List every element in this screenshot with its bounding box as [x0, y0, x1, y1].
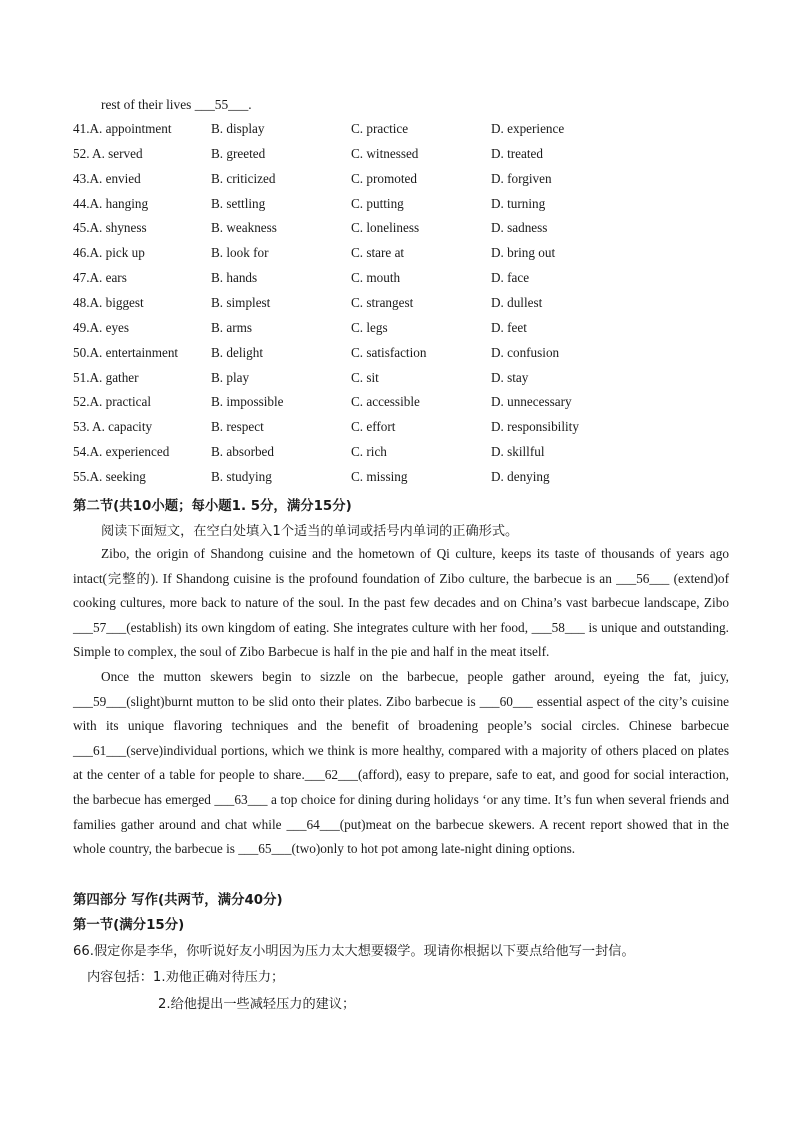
option-choice: C. sit — [351, 369, 379, 385]
option-choice: 52.A. practical — [73, 394, 151, 410]
option-choice: D. turning — [491, 195, 546, 211]
option-choice: B. weakness — [211, 220, 277, 236]
content-requirement-2: 2.给他提出一些减轻压力的建议； — [158, 997, 356, 1012]
option-choice: B. arms — [211, 319, 253, 335]
passage-end-line: rest of their lives ___55___. — [101, 97, 252, 112]
section2-instruction: 阅读下面短文，在空白处填入1个适当的单词或括号内单词的正确形式。 — [101, 524, 519, 539]
option-choice: C. stare at — [351, 245, 405, 261]
option-choice: B. greeted — [211, 145, 266, 161]
option-choice: 46.A. pick up — [73, 245, 145, 261]
option-row — [73, 146, 733, 166]
option-choice: C. rich — [351, 444, 387, 460]
option-choice: D. dullest — [491, 294, 543, 310]
option-choice: D. feet — [491, 319, 527, 335]
option-row — [73, 270, 733, 290]
option-choice: B. display — [211, 121, 265, 136]
option-row — [73, 171, 733, 191]
option-row — [73, 220, 733, 240]
option-row — [73, 121, 733, 141]
option-row — [73, 345, 733, 365]
option-choice: C. satisfaction — [351, 344, 427, 360]
option-choice: 41.A. appointment — [73, 121, 172, 136]
passage-paragraph-1: Zibo, the origin of Shandong cuisine and the hometown of Qi culture, keeps its taste of thousands of years ago intact(完整的). If Shandong cuisine is the profound foundation of Zibo culture, the barbecue is an ___56___ (extend)of cooking cultures, more back to nature of the soul. In the past few decades and on China’s vast barbecue landscape, Zibo ___57___(establish) its own kingdom of eating. She integrates culture with her food, ___58___ is unique and outstanding. Simple to complex, the soul of Zibo Barbecue is half in the pie and half in the meat itself. — [73, 546, 729, 660]
option-choice: 44.A. hanging — [73, 195, 149, 211]
option-choice: D. stay — [491, 369, 529, 385]
option-choice: 54.A. experienced — [73, 444, 170, 460]
option-choice: C. accessible — [351, 394, 420, 410]
option-choice: B. delight — [211, 344, 264, 360]
section2-heading: 第二节(共10小题；每小题1. 5分，满分15分) — [73, 499, 352, 514]
option-choice: D. confusion — [491, 344, 560, 360]
option-choice: B. play — [211, 369, 250, 385]
option-choice: D. bring out — [491, 245, 556, 261]
option-choice: 49.A. eyes — [73, 319, 130, 335]
option-row — [73, 370, 733, 390]
option-row — [73, 196, 733, 216]
option-choice: 52. A. served — [73, 145, 143, 161]
option-choice: D. unnecessary — [491, 394, 572, 410]
option-choice: B. look for — [211, 245, 269, 261]
option-choice: C. effort — [351, 419, 396, 435]
part4-heading: 第四部分 写作(共两节，满分40分) — [73, 893, 283, 908]
option-choice: 53. A. capacity — [73, 419, 153, 435]
passage-paragraph-2: Once the mutton skewers begin to sizzle on the barbecue, people gather around, eyeing the fat, juicy, ___59___(slight)burnt mutton to be slid onto their plates. Zibo barbecue is ___60___ essential aspect of the city’s cuisine with its unique flavoring techniques and the benefit of broadening people’s social circles. Chinese barbecue ___61___(serve)individual portions, which we think is more healthy, compared with a majority of others placed on plates at the center of a table for people to share.___62___(afford), easy to prepare, safe to eat, and good for social interaction, the barbecue has emerged ___63___ a top choice for dining during holidays ‘or any time. It’s fun when several friends and families gather around and chat while ___64___(put)meat on the barbecue skewers. A recent report showed that in the whole country, the barbecue is ___65___(two)only to hot pot among late-night dining options. — [73, 669, 729, 857]
question-66: 66.假定你是李华，你听说好友小明因为压力太大想要辍学。现请你根据以下要点给他写一封信。 — [73, 944, 635, 959]
option-choice: D. treated — [491, 145, 543, 161]
option-choice: C. strangest — [351, 294, 414, 310]
option-choice: B. simplest — [211, 294, 271, 310]
option-choice: B. respect — [211, 419, 264, 435]
option-choice: 43.A. envied — [73, 170, 141, 186]
option-choice: C. practice — [351, 121, 409, 136]
option-row — [73, 245, 733, 265]
part4-section1-heading: 第一节(满分15分) — [73, 918, 185, 933]
option-choice: C. legs — [351, 319, 388, 335]
option-row — [73, 320, 733, 340]
option-choice: C. mouth — [351, 270, 401, 286]
option-choice: D. denying — [491, 468, 550, 484]
option-row — [73, 295, 733, 315]
option-row — [73, 394, 733, 414]
option-choice: D. sadness — [491, 220, 548, 236]
option-row — [73, 444, 733, 464]
option-choice: D. experience — [491, 121, 565, 136]
option-choice: 48.A. biggest — [73, 294, 144, 310]
option-choice: B. criticized — [211, 170, 276, 186]
option-choice: C. promoted — [351, 170, 417, 186]
option-choice: B. hands — [211, 270, 258, 286]
option-choice: 51.A. gather — [73, 369, 139, 385]
option-choice: 55.A. seeking — [73, 468, 146, 484]
option-choice: B. impossible — [211, 394, 284, 410]
option-choice: D. face — [491, 270, 530, 286]
option-choice: B. absorbed — [211, 444, 274, 460]
option-choice: D. responsibility — [491, 419, 579, 435]
option-choice: D. forgiven — [491, 170, 552, 186]
option-row — [73, 419, 733, 439]
option-choice: C. loneliness — [351, 220, 420, 236]
content-requirement-1: 内容包括：1.劝他正确对待压力； — [87, 970, 285, 985]
option-choice: 50.A. entertainment — [73, 344, 179, 360]
option-choice: B. studying — [211, 468, 272, 484]
option-row — [73, 469, 733, 489]
option-choice: 45.A. shyness — [73, 220, 147, 236]
option-choice: C. putting — [351, 195, 404, 211]
option-choice: C. missing — [351, 468, 408, 484]
option-choice: B. settling — [211, 195, 266, 211]
option-choice: C. witnessed — [351, 145, 419, 161]
option-choice: 47.A. ears — [73, 270, 127, 286]
option-choice: D. skillful — [491, 444, 545, 460]
